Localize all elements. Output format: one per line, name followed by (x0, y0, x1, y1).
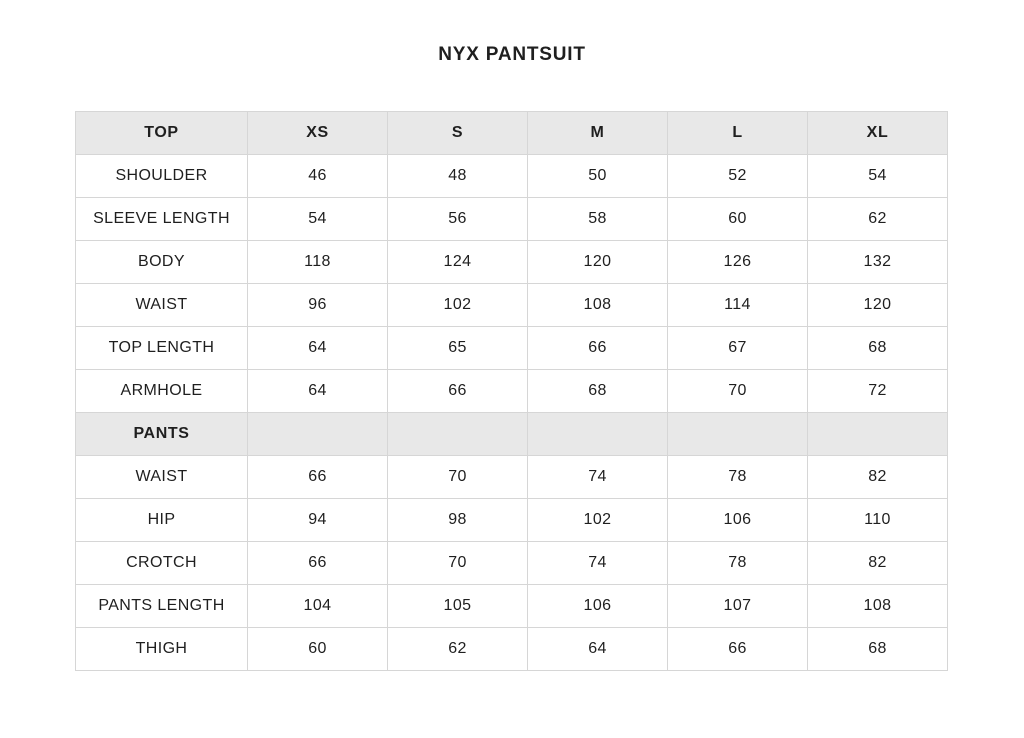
size-value: 102 (388, 284, 528, 327)
size-value: 132 (808, 241, 948, 284)
column-header-xs: XS (248, 112, 388, 155)
table-row-pants-length (76, 585, 948, 628)
size-chart (75, 111, 948, 671)
page-title: NYX PANTSUIT (438, 44, 586, 65)
row-label: SLEEVE LENGTH (76, 198, 248, 241)
size-value: 66 (248, 456, 388, 499)
size-value: 64 (528, 628, 668, 671)
size-value: 94 (248, 499, 388, 542)
size-value: 66 (248, 542, 388, 585)
size-value: 64 (248, 370, 388, 413)
size-value: 106 (528, 585, 668, 628)
size-value: 78 (668, 542, 808, 585)
row-label: SHOULDER (76, 155, 248, 198)
column-header-s: S (388, 112, 528, 155)
size-value: 70 (388, 542, 528, 585)
size-value: 114 (668, 284, 808, 327)
size-value: 70 (668, 370, 808, 413)
size-value: 68 (808, 327, 948, 370)
row-label: THIGH (76, 628, 248, 671)
size-value: 62 (808, 198, 948, 241)
row-label: HIP (76, 499, 248, 542)
size-value: 56 (388, 198, 528, 241)
table-row-sleeve-length (76, 198, 948, 241)
column-header-top: TOP (76, 112, 248, 155)
size-value: 68 (528, 370, 668, 413)
column-header-xl: XL (808, 112, 948, 155)
size-value: 50 (528, 155, 668, 198)
empty-cell (668, 413, 808, 456)
size-value: 66 (668, 628, 808, 671)
section-header-pants: PANTS (76, 413, 248, 456)
size-value: 105 (388, 585, 528, 628)
size-value: 82 (808, 456, 948, 499)
row-label: BODY (76, 241, 248, 284)
row-label: WAIST (76, 284, 248, 327)
row-label: TOP LENGTH (76, 327, 248, 370)
table-row-armhole (76, 370, 948, 413)
size-value: 82 (808, 542, 948, 585)
size-value: 58 (528, 198, 668, 241)
row-label: PANTS LENGTH (76, 585, 248, 628)
size-value: 126 (668, 241, 808, 284)
table-row-top-waist (76, 284, 948, 327)
size-value: 66 (388, 370, 528, 413)
size-value: 74 (528, 456, 668, 499)
table-section-row-pants (76, 413, 948, 456)
size-value: 54 (808, 155, 948, 198)
table-row-thigh (76, 628, 948, 671)
size-value: 64 (248, 327, 388, 370)
table-row-top-length (76, 327, 948, 370)
table-row-shoulder (76, 155, 948, 198)
size-value: 102 (528, 499, 668, 542)
row-label: WAIST (76, 456, 248, 499)
size-value: 72 (808, 370, 948, 413)
row-label: CROTCH (76, 542, 248, 585)
size-value: 96 (248, 284, 388, 327)
size-value: 52 (668, 155, 808, 198)
table-row-body (76, 241, 948, 284)
size-value: 62 (388, 628, 528, 671)
table-header-row (76, 112, 948, 155)
size-value: 124 (388, 241, 528, 284)
size-value: 66 (528, 327, 668, 370)
table-row-pants-waist (76, 456, 948, 499)
size-value: 106 (668, 499, 808, 542)
size-value: 78 (668, 456, 808, 499)
size-value: 65 (388, 327, 528, 370)
size-value: 107 (668, 585, 808, 628)
size-value: 60 (248, 628, 388, 671)
empty-cell (528, 413, 668, 456)
size-value: 104 (248, 585, 388, 628)
row-label: ARMHOLE (76, 370, 248, 413)
size-value: 70 (388, 456, 528, 499)
size-value: 110 (808, 499, 948, 542)
empty-cell (248, 413, 388, 456)
size-chart-table (75, 111, 948, 671)
size-value: 67 (668, 327, 808, 370)
column-header-l: L (668, 112, 808, 155)
table-row-hip (76, 499, 948, 542)
size-value: 74 (528, 542, 668, 585)
size-value: 60 (668, 198, 808, 241)
empty-cell (388, 413, 528, 456)
size-value: 48 (388, 155, 528, 198)
size-value: 108 (528, 284, 668, 327)
size-value: 118 (248, 241, 388, 284)
size-value: 68 (808, 628, 948, 671)
size-value: 120 (808, 284, 948, 327)
size-value: 98 (388, 499, 528, 542)
column-header-m: M (528, 112, 668, 155)
size-value: 120 (528, 241, 668, 284)
empty-cell (808, 413, 948, 456)
size-value: 46 (248, 155, 388, 198)
table-row-crotch (76, 542, 948, 585)
size-value: 54 (248, 198, 388, 241)
size-value: 108 (808, 585, 948, 628)
